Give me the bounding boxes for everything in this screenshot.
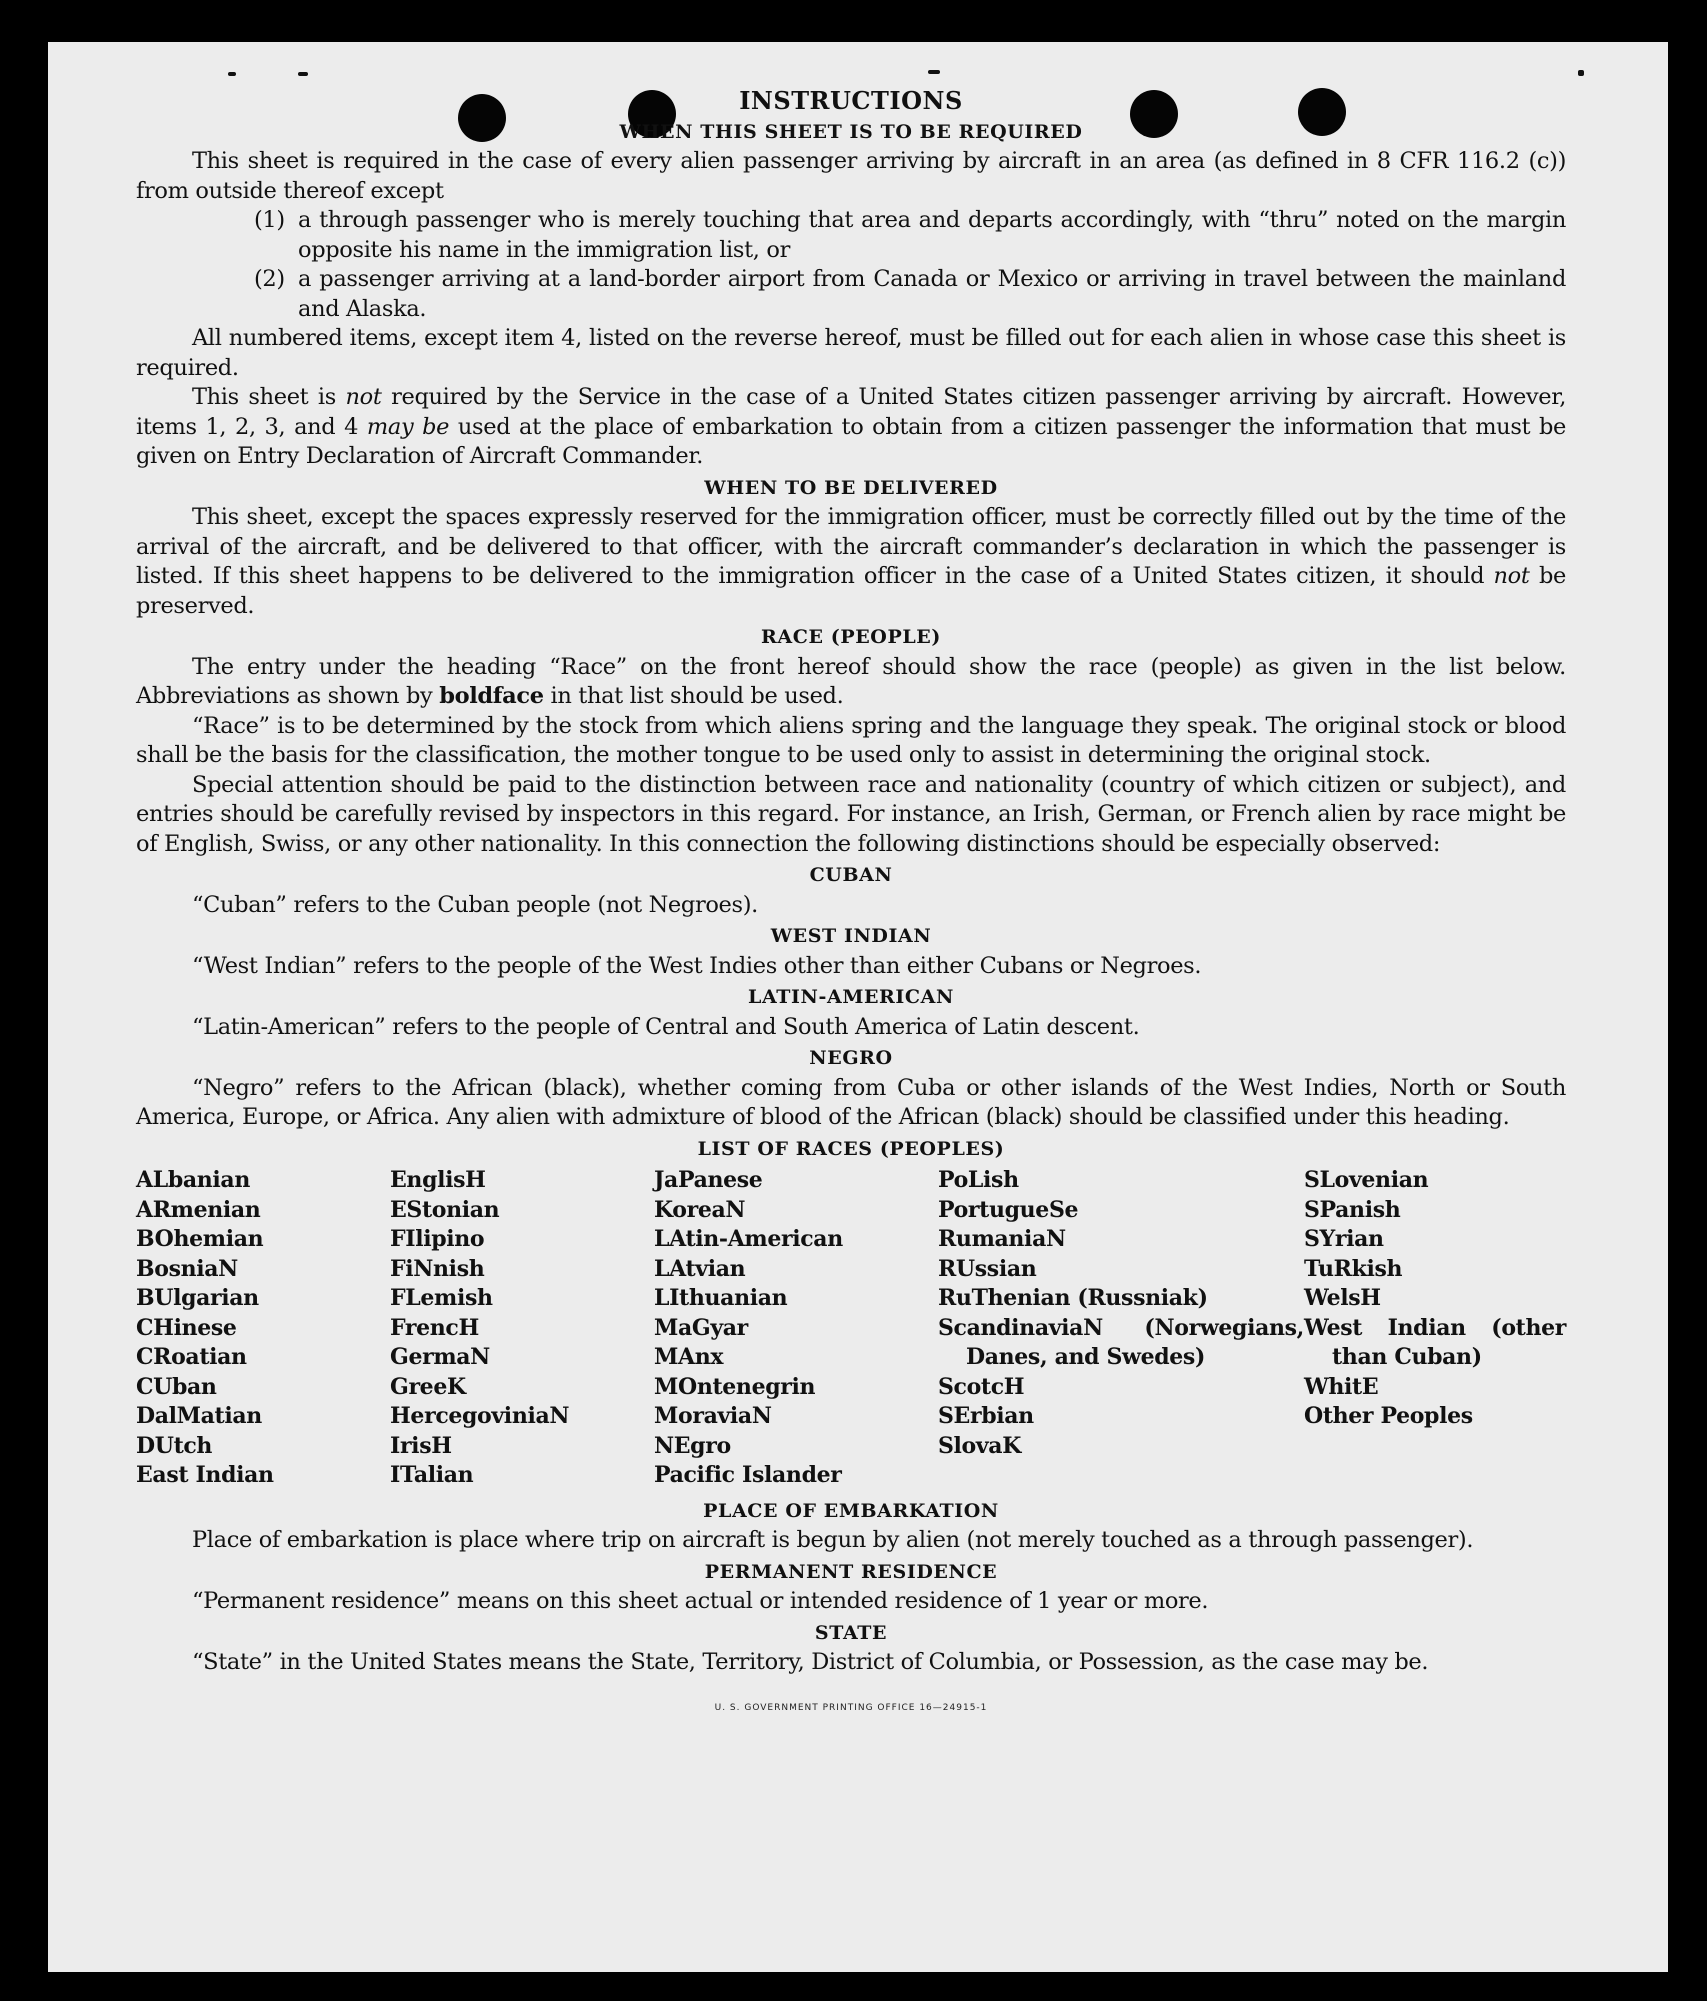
race-entry: ALbanian <box>136 1167 250 1193</box>
race-entry: MAnx <box>654 1344 724 1370</box>
race-entry: CHinese <box>136 1314 237 1341</box>
races-list <box>136 1166 1566 1491</box>
race-entry: LAtin-American <box>654 1226 843 1252</box>
races-column <box>1304 1166 1566 1491</box>
citizen-paragraph: This sheet is not required by the Service in the case of a United States citizen passenger arriving by aircraft. However, items 1, 2, 3, and 4 may be used at the place of embarkation to obtain from a citizen passenger the information that must be given on Entry Declaration of Aircraft Commander. <box>136 384 1567 469</box>
race-entry: EnglisH <box>390 1167 486 1193</box>
race-entry: GreeK <box>390 1373 466 1400</box>
negro-text: “Negro” refers to the African (black), whether coming from Cuba or other islands of the West Indies, North or South America, Europe, or Africa. Any alien with admixture of blood of the African (black) should be classified under this heading. <box>136 1074 1566 1130</box>
exception-item <box>136 206 1566 265</box>
scan-speck <box>1578 70 1584 76</box>
heading-west-indian: WEST INDIAN <box>770 925 932 947</box>
scan-speck <box>228 72 236 76</box>
document-title: INSTRUCTIONS <box>739 86 963 115</box>
race-entry: DUtch <box>136 1432 213 1459</box>
races-column <box>938 1166 1304 1491</box>
printer-imprint: U. S. GOVERNMENT PRINTING OFFICE 16—24915-1 <box>714 1702 988 1713</box>
race-entry: West Indian (other than Cuban) <box>1304 1314 1566 1370</box>
residence-text: “Permanent residence” means on this sheet actual or intended residence of 1 year or more. <box>192 1588 1209 1614</box>
heading-embarkation: PLACE OF EMBARKATION <box>703 1499 999 1522</box>
races-column <box>390 1166 654 1491</box>
race-entry: FLemish <box>390 1285 493 1311</box>
exception-number: (2) <box>254 266 285 292</box>
race-entry: TuRkish <box>1304 1255 1403 1282</box>
delivered-paragraph: This sheet, except the spaces expressly reserved for the immigration officer, must be correctly filled out by the time of the arrival of the aircraft, and be delivered to that officer, with the aircraft commander’s declaration in which the passenger is listed. If this sheet happens to be delivered to the immigration officer in the case of a United States citizen, it should not be preserved. <box>136 504 1566 619</box>
race-entry: SErbian <box>938 1403 1034 1429</box>
races-column <box>136 1166 390 1491</box>
race-entry: RUssian <box>938 1255 1037 1282</box>
exception-item <box>136 265 1566 324</box>
races-column <box>654 1166 938 1491</box>
west-indian-text: “West Indian” refers to the people of the West Indies other than either Cubans or Negroes. <box>192 952 1202 979</box>
race-entry: JaPanese <box>654 1167 763 1193</box>
required-intro: This sheet is required in the case of every alien passenger arriving by aircraft in an area (as defined in 8 CFR 116.2 (c)) from outside thereof except <box>136 148 1566 204</box>
exception-text: a through passenger who is merely touching that area and departs accordingly, with “thru” noted on the margin opposite his name in the immigration list, or <box>298 207 1566 263</box>
race-entry: East Indian <box>136 1462 274 1488</box>
heading-list-of-races: LIST OF RACES (PEOPLES) <box>697 1137 1005 1160</box>
race-entry: ScotcH <box>938 1373 1025 1400</box>
race-entry: ARmenian <box>136 1196 261 1223</box>
race-entry: ITalian <box>390 1462 474 1488</box>
race-entry: CUban <box>136 1373 217 1400</box>
race-entry: DalMatian <box>136 1403 262 1429</box>
scan-speck <box>298 72 308 76</box>
race-entry: ScandinaviaN (Norwegians, Danes, and Swedes) <box>938 1314 1304 1370</box>
state-text: “State” in the United States means the State, Territory, District of Columbia, or Possession, as the case may be. <box>192 1649 1429 1675</box>
heading-cuban: CUBAN <box>809 864 893 886</box>
race-entry: LAtvian <box>654 1255 746 1282</box>
race-entry: RuThenian (Russniak) <box>938 1285 1208 1311</box>
heading-when-delivered: WHEN TO BE DELIVERED <box>704 476 998 499</box>
race-entry: PoLish <box>938 1167 1019 1193</box>
scan-speck <box>928 70 940 74</box>
heading-state: STATE <box>814 1621 888 1644</box>
race-entry: LIthuanian <box>654 1285 788 1311</box>
race-entry: WelsH <box>1304 1285 1381 1311</box>
race-entry: SLovenian <box>1304 1167 1429 1193</box>
race-entry: MoraviaN <box>654 1403 772 1429</box>
heading-negro: NEGRO <box>809 1047 893 1069</box>
instructions-body <box>136 86 1566 1723</box>
race-entry: MOntenegrin <box>654 1373 816 1400</box>
embarkation-text: Place of embarkation is place where trip on aircraft is begun by alien (not merely touched as a through passenger). <box>192 1527 1474 1553</box>
heading-permanent-residence: PERMANENT RESIDENCE <box>704 1560 998 1583</box>
race-entry: FIlipino <box>390 1226 485 1252</box>
race-entry: SYrian <box>1304 1226 1384 1252</box>
race-entry: CRoatian <box>136 1344 247 1370</box>
race-entry: SPanish <box>1304 1196 1401 1223</box>
race-entry: Other Peoples <box>1304 1403 1473 1429</box>
race-paragraph-1: The entry under the heading “Race” on the front hereof should show the race (people) as given in the list below. Abbreviations as shown by boldface in that list should be used. <box>136 653 1566 709</box>
race-entry: WhitE <box>1304 1373 1379 1400</box>
latin-american-text: “Latin-American” refers to the people of Central and South America of Latin descent. <box>192 1013 1140 1040</box>
race-entry: NEgro <box>654 1432 731 1459</box>
race-entry: GermaN <box>390 1344 490 1370</box>
race-paragraph-2: “Race” is to be determined by the stock from which aliens spring and the language they speak. The original stock or blood shall be the basis for the classification, the mother tongue to be used only to assist in determining the original stock. <box>136 712 1566 768</box>
race-entry: KoreaN <box>654 1196 746 1223</box>
race-entry: FiNnish <box>390 1255 485 1282</box>
exception-number: (1) <box>254 207 285 233</box>
race-entry: Pacific Islander <box>654 1462 842 1488</box>
heading-latin-american: LATIN-AMERICAN <box>748 986 954 1008</box>
race-entry: EStonian <box>390 1196 500 1223</box>
document-page <box>48 42 1668 1972</box>
race-entry: HercegoviniaN <box>390 1403 570 1429</box>
race-entry: MaGyar <box>654 1314 748 1341</box>
race-entry: IrisH <box>390 1432 452 1459</box>
race-entry: RumaniaN <box>938 1226 1066 1252</box>
cuban-text: “Cuban” refers to the Cuban people (not Negroes). <box>192 891 758 918</box>
exception-text: a passenger arriving at a land-border airport from Canada or Mexico or arriving in travel between the mainland and Alaska. <box>298 266 1566 322</box>
race-entry: BosniaN <box>136 1255 238 1282</box>
heading-when-required: WHEN THIS SHEET IS TO BE REQUIRED <box>619 120 1083 143</box>
heading-race: RACE (PEOPLE) <box>761 626 941 648</box>
race-entry: BUlgarian <box>136 1285 259 1311</box>
race-entry: PortugueSe <box>938 1196 1079 1223</box>
race-entry: SlovaK <box>938 1432 1021 1459</box>
race-paragraph-3: Special attention should be paid to the distinction between race and nationality (country of which citizen or subject), and entries should be carefully revised by inspectors in this regard. For instance, an Irish, German, or French alien by race might be of English, Swiss, or any other nationality. In this connection the following distinctions should be especially observed: <box>136 771 1566 857</box>
race-entry: BOhemian <box>136 1226 264 1252</box>
race-entry: FrencH <box>390 1314 479 1341</box>
numbered-items-paragraph: All numbered items, except item 4, listed on the reverse hereof, must be filled out for each alien in whose case this sheet is required. <box>136 325 1566 381</box>
